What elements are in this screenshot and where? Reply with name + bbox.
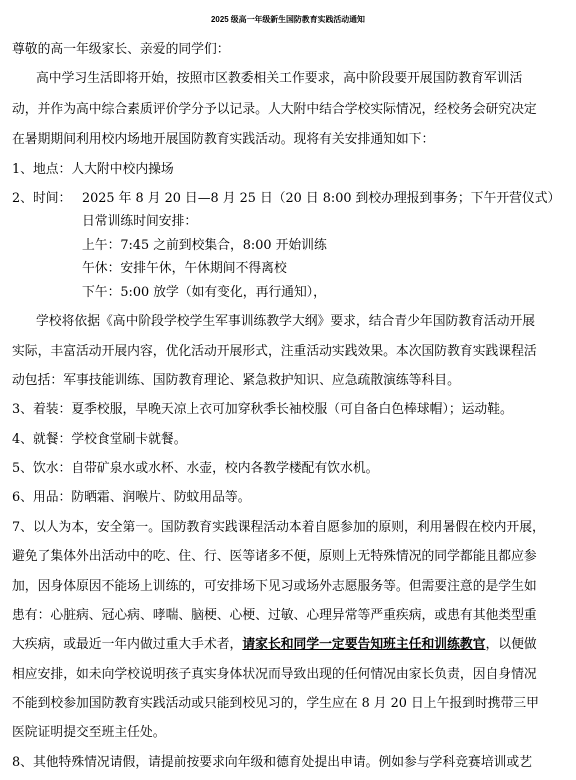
safety-line-1: 7、以人为本，安全第一。国防教育实践课程活动本着自愿参加的原则，利用暑假在校内开展， [12,520,545,535]
schedule-afternoon: 下午：5:00 放学（如有变化，再行通知）， [82,285,326,300]
training-line-3: 动包括：军事技能训练、国防教育理论、紧急救护知识、应急疏散演练等科目。 [12,373,460,388]
schedule-morning: 上午：7:45 之前到校集合，8:00 开始训练 [82,238,327,253]
safety-line-6: 相应安排，如未向学校说明孩子真实身体状况而导致出现的任何情况由家长负责，因自身情况 [12,667,537,682]
training-line-1: 学校将依据《高中阶段学校学生军事训练教学大纲》要求，结合青少年国防教育活动开展 [36,314,536,329]
intro-line-2: 动，并作为高中综合素质评价学分予以记录。人大附中结合学校实际情况，经校务会研究决定 [12,102,537,117]
greeting: 尊敬的高一年级家长、亲爱的同学们： [12,42,230,57]
document-title: 2025 级高一年级新生国防教育实践活动通知 [211,15,365,24]
item-dress: 3、着装：夏季校服，早晚天凉上衣可加穿秋季长袖校服（可自备白色棒球帽）；运动鞋。 [12,402,513,417]
item-supplies: 6、用品：防晒霜、润喉片、防蚊用品等。 [12,490,251,505]
schedule-noon: 午休：安排午休，午休期间不得离校 [82,261,287,276]
intro-line-1: 高中学习生活即将开始，按照市区教委相关工作要求，高中阶段要开展国防教育军训活 [36,71,523,86]
item-meals: 4、就餐：学校食堂刷卡就餐。 [12,432,187,447]
item-leave: 8、其他特殊情况请假，请提前按要求向年级和德育处提出申请。例如参与学科竞赛培训或艺 [12,755,533,770]
item-water: 5、饮水：自带矿泉水或水杯、水壶，校内各教学楼配有饮水机。 [12,461,379,476]
item-location: 1、地点：人大附中校内操场 [12,162,174,177]
safety-line-3: 加，因身体原因不能场上训练的，可安排场下见习或场外志愿服务等。但需要注意的是学生如 [12,579,537,594]
intro-line-3: 在暑期期间利用校内场地开展国防教育实践活动。现将有关安排通知如下： [12,132,435,147]
item-time-date: 2025 年 8 月 20 日—8 月 25 日（20 日 8:00 到校办理报到事务；下午开营仪式） [82,191,561,206]
safety-line-5 [12,635,537,655]
safety-line-4: 患有：心脏病、冠心病、哮喘、脑梗、心梗、过敏、心理异常等严重疾病，或患有其他类型重 [12,608,537,623]
safety-line-5-pre: 大疾病，或最近一年内做过重大手术者， [12,637,243,652]
safety-line-8: 医院证明提交至班主任处。 [12,725,166,740]
safety-line-7: 不能到校参加国防教育实践活动或只能到校见习的，学生应在 8 月 20 日上午报到时携带三甲 [12,696,539,711]
emphasis-notify-teacher: 请家长和同学一定要告知班主任和训练教官 [242,637,486,652]
safety-line-5-post: ，以便做 [485,637,537,652]
safety-line-2: 避免了集体外出活动中的吃、住、行、医等诸多不便，原则上无特殊情况的同学都能且都应参 [12,549,537,564]
item-time-head: 2、时间： [12,191,72,206]
training-line-2: 实际，丰富活动开展内容，优化活动开展形式，注重活动实践效果。本次国防教育实践课程活 [12,344,537,359]
schedule-title: 日常训练时间安排： [82,214,198,229]
